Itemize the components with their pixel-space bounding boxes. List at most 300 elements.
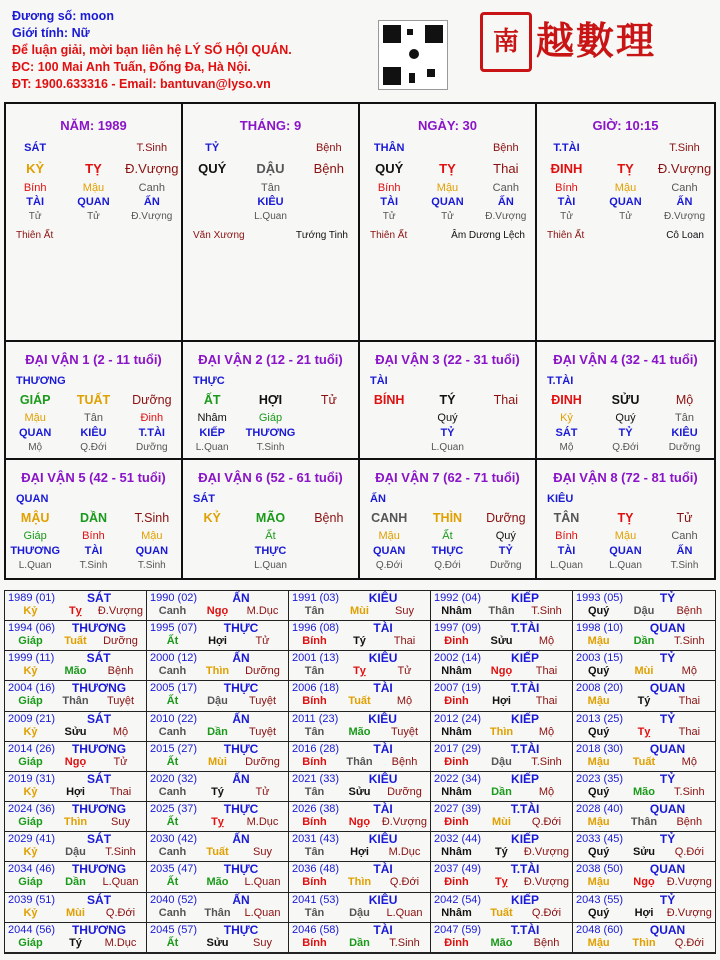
year-stem: Tân xyxy=(304,785,325,798)
year-stage: Tử xyxy=(397,665,412,678)
year-label: 1993 (05) xyxy=(576,592,624,604)
year-branch: Hợi xyxy=(492,695,511,708)
year-label: 2008 (20) xyxy=(576,682,624,695)
year-stem: Đinh xyxy=(444,755,469,768)
brand-logo: 越數理 xyxy=(536,18,657,63)
year-branch: Dần xyxy=(633,635,655,648)
year-stem: Bính xyxy=(302,755,327,768)
year-stage: M.Dục xyxy=(104,936,137,949)
year-cell xyxy=(147,862,289,892)
hidden-god: T.TÀI xyxy=(138,427,165,439)
year-stem: Nhâm xyxy=(441,665,472,678)
year-branch: Thìn xyxy=(489,725,514,738)
year-stem: Giáp xyxy=(18,635,43,648)
year-stage: Đ.Vượng xyxy=(666,876,712,889)
year-ten-god: THỰC xyxy=(223,621,259,636)
hidden-god: ẤN xyxy=(676,196,693,208)
hidden-stem: Bính xyxy=(377,182,401,194)
year-ten-god: THƯƠNG xyxy=(71,681,127,696)
year-stem: Giáp xyxy=(18,876,43,889)
year-cell xyxy=(5,621,147,651)
hidden-god: THƯƠNG xyxy=(10,545,60,557)
year-stem: Quý xyxy=(587,906,610,919)
year-ten-god: T.TÀI xyxy=(510,741,540,756)
year-stage: Bệnh xyxy=(391,755,418,768)
year-ten-god: THỰC xyxy=(223,681,259,696)
year-ten-god: QUAN xyxy=(649,862,686,877)
star: Cô Loan xyxy=(666,230,704,241)
year-label: 2018 (30) xyxy=(576,742,624,755)
year-cell xyxy=(5,712,147,742)
year-stage: Mộ xyxy=(538,635,555,648)
hidden-god: TỶ xyxy=(498,545,513,557)
year-stage: Mộ xyxy=(681,755,697,768)
year-cell xyxy=(147,772,289,802)
year-ten-god: SÁT xyxy=(87,591,112,605)
year-cell xyxy=(289,681,431,711)
year-branch: Tỵ xyxy=(68,605,82,617)
dai-van-3 xyxy=(360,342,537,460)
stage: Thai xyxy=(493,160,519,176)
seal-logo-icon: 南 xyxy=(480,12,532,72)
year-ten-god: THƯƠNG xyxy=(71,922,127,937)
stage: Bệnh xyxy=(492,142,519,154)
year-branch: Tý xyxy=(69,936,82,949)
year-stage: T.Sinh xyxy=(531,605,562,617)
year-branch: Tỵ xyxy=(211,816,224,829)
year-branch: Ngọ xyxy=(633,876,655,889)
year-cell xyxy=(147,621,289,651)
year-cell xyxy=(5,591,147,621)
year-cell xyxy=(5,923,147,953)
year-ten-god: T.TÀI xyxy=(510,922,540,937)
year-stage: Bệnh xyxy=(107,665,134,678)
year-branch: Tỵ xyxy=(494,876,508,889)
pillar-2 xyxy=(360,104,537,340)
ten-god: KIÊU xyxy=(547,493,574,505)
stage: T.Sinh xyxy=(670,559,699,571)
year-label: 2015 (27) xyxy=(150,742,198,755)
year-ten-god: KIẾP xyxy=(511,651,540,666)
stage: L.Quan xyxy=(609,559,642,571)
year-stem: Canh xyxy=(158,906,187,919)
year-stem: Kỷ xyxy=(23,725,38,738)
stage: Tử xyxy=(87,210,100,222)
year-branch: Ngọ xyxy=(490,665,513,678)
hidden-stem: Tân xyxy=(261,182,280,194)
year-stem: Kỷ xyxy=(23,906,38,919)
year-stem: Quý xyxy=(587,665,610,678)
year-label: 2032 (44) xyxy=(434,833,482,846)
stage: Thai xyxy=(493,393,518,407)
year-stage: Tử xyxy=(255,785,270,798)
year-label: 2036 (48) xyxy=(292,863,340,876)
year-stage: Đ.Vượng xyxy=(523,876,569,889)
year-ten-god: TỶ xyxy=(659,651,676,666)
year-cell xyxy=(289,862,431,892)
year-stage: Suy xyxy=(395,605,414,617)
year-ten-god: TÀI xyxy=(373,621,393,636)
year-stage: Q.Đới xyxy=(531,816,562,829)
stage: Tử xyxy=(560,210,573,222)
hidden-stem: Mậu xyxy=(614,530,637,542)
year-stage: Suy xyxy=(253,936,272,949)
year-label: 2022 (34) xyxy=(434,772,482,785)
year-branch: Ngọ xyxy=(64,755,87,768)
year-cell xyxy=(573,621,715,651)
branch: THÌN xyxy=(432,511,463,525)
year-branch: Mão xyxy=(632,785,655,798)
year-label: 1996 (08) xyxy=(292,622,340,635)
year-stem: Giáp xyxy=(18,755,43,768)
year-label: 1994 (06) xyxy=(8,622,56,635)
year-stage: T.Sinh xyxy=(105,846,136,859)
stage: T.Sinh xyxy=(136,142,168,154)
hidden-god: THƯƠNG xyxy=(245,427,296,439)
year-branch: Thân xyxy=(630,816,658,829)
hidden-stem: Tân xyxy=(84,412,103,424)
year-stage: M.Dục xyxy=(246,605,279,617)
year-label: 2017 (29) xyxy=(434,742,482,755)
year-label: 1999 (11) xyxy=(8,652,55,665)
year-label: 2046 (58) xyxy=(292,923,340,936)
stage: Tử xyxy=(320,393,337,407)
year-stem: Canh xyxy=(158,605,187,617)
dai-van-5 xyxy=(6,460,183,578)
year-ten-god: QUAN xyxy=(649,741,686,756)
year-label: 2019 (31) xyxy=(8,772,56,785)
year-stem: Giáp xyxy=(18,695,43,708)
year-ten-god: THỰC xyxy=(223,862,259,877)
year-stem: Tân xyxy=(304,906,325,919)
year-label: 2009 (21) xyxy=(8,712,56,725)
year-ten-god: THƯƠNG xyxy=(71,621,127,636)
year-label: 2027 (39) xyxy=(434,803,482,816)
year-ten-god: QUAN xyxy=(649,621,686,636)
year-ten-god: KIẾP xyxy=(511,892,540,907)
year-cell xyxy=(147,802,289,832)
year-branch: Dần xyxy=(207,725,228,738)
year-branch: Dậu xyxy=(349,906,370,919)
hidden-god: KIÊU xyxy=(80,427,107,439)
year-ten-god: QUAN xyxy=(649,922,686,937)
hidden-god: TÀI xyxy=(26,196,45,208)
year-stem: Kỷ xyxy=(23,846,38,859)
year-stem: Tân xyxy=(304,725,325,738)
year-stage: Thai xyxy=(535,665,558,678)
year-label: 2041 (53) xyxy=(292,893,340,906)
year-ten-god: TỶ xyxy=(659,771,676,786)
ten-god: T.TÀI xyxy=(547,375,574,387)
year-cell xyxy=(147,742,289,772)
year-label: 2035 (47) xyxy=(150,863,198,876)
hidden-god: KIÊU xyxy=(257,196,284,208)
year-branch: Sửu xyxy=(348,785,371,798)
year-stem: Canh xyxy=(158,725,187,738)
year-cell xyxy=(431,802,573,832)
year-cell xyxy=(573,832,715,862)
stage: Dưỡng xyxy=(490,559,522,571)
year-cell xyxy=(5,862,147,892)
year-cell xyxy=(431,923,573,953)
year-ten-god: QUAN xyxy=(649,681,686,696)
year-branch: Tuất xyxy=(490,906,513,919)
year-label: 2014 (26) xyxy=(8,742,56,755)
hidden-stem: Canh xyxy=(671,182,698,194)
gender: Giới tính: Nữ xyxy=(12,26,90,40)
branch: TỴ xyxy=(617,511,634,525)
dai-van-7 xyxy=(360,460,537,578)
year-label: 2000 (12) xyxy=(150,652,198,665)
qr-code-icon xyxy=(378,20,448,90)
year-stem: Ất xyxy=(166,695,179,708)
year-branch: Thìn xyxy=(63,816,88,829)
branch: MÃO xyxy=(255,511,286,525)
ten-god: THỰC xyxy=(193,375,225,387)
year-stage: Đ.Vượng xyxy=(666,906,712,919)
hidden-stem: Mậu xyxy=(436,182,459,194)
dai-van-title: ĐẠI VẬN 6 (52 - 61 tuổi) xyxy=(198,470,343,485)
stem: ĐINH xyxy=(551,393,582,407)
year-stage: Mộ xyxy=(681,665,697,678)
year-cell xyxy=(289,802,431,832)
stage: Tử xyxy=(382,210,396,222)
year-cell xyxy=(573,923,715,953)
year-cell xyxy=(289,893,431,923)
year-branch: Tý xyxy=(353,635,366,648)
dai-van-title: ĐẠI VẬN 7 (62 - 71 tuổi) xyxy=(375,470,520,485)
year-branch: Mão xyxy=(206,876,229,889)
year-cell xyxy=(431,742,573,772)
year-stage: Dưỡng xyxy=(245,755,280,768)
header-info xyxy=(12,8,292,93)
year-stage: Q.Đới xyxy=(389,876,420,889)
ten-god: SÁT xyxy=(24,142,47,154)
year-stem: Kỷ xyxy=(23,665,38,678)
year-ten-god: QUAN xyxy=(649,802,686,817)
year-cell xyxy=(431,712,573,742)
hidden-stem: Mậu xyxy=(24,412,46,424)
year-cell xyxy=(431,862,573,892)
owner-name: Đương số: moon xyxy=(12,9,114,23)
hidden-stem: Canh xyxy=(671,530,698,542)
pillar-3 xyxy=(537,104,714,340)
year-stem: Ất xyxy=(166,936,179,949)
year-ten-god: SÁT xyxy=(87,771,112,786)
year-stem: Canh xyxy=(158,665,187,678)
year-label: 2039 (51) xyxy=(8,893,56,906)
year-label: 2001 (13) xyxy=(292,652,340,665)
year-stage: Suy xyxy=(253,846,272,859)
year-ten-god: THƯƠNG xyxy=(71,862,127,877)
year-label: 1989 (01) xyxy=(8,592,56,604)
year-ten-god: TÀI xyxy=(373,922,393,937)
star: Tướng Tinh xyxy=(295,230,348,241)
year-label: 2024 (36) xyxy=(8,803,56,816)
year-branch: Thìn xyxy=(347,876,372,889)
year-cell xyxy=(147,832,289,862)
year-branch: Hợi xyxy=(350,846,369,859)
contact-line: Để luận giải, mời bạn liên hệ LÝ SỐ HỘI QUÁN. xyxy=(12,43,292,57)
year-label: 2013 (25) xyxy=(576,712,624,725)
year-cell xyxy=(289,712,431,742)
hidden-stem: Kỷ xyxy=(560,412,573,424)
hidden-stem: Ất xyxy=(265,530,276,542)
year-stage: L.Quan xyxy=(102,876,139,889)
hidden-god: TÀI xyxy=(557,545,576,557)
hidden-god: ẤN xyxy=(497,196,514,208)
year-branch: Thân xyxy=(204,906,231,919)
stage: Dưỡng xyxy=(136,441,168,453)
branch: TÝ xyxy=(439,393,456,407)
hidden-stem: Bính xyxy=(555,182,578,194)
stem: BÍNH xyxy=(373,393,405,407)
hidden-stem: Mậu xyxy=(378,530,400,542)
year-label: 2012 (24) xyxy=(434,712,482,725)
year-label: 2020 (32) xyxy=(150,772,198,785)
year-stage: T.Sinh xyxy=(389,936,420,949)
dai-van-4 xyxy=(537,342,714,460)
year-stem: Quý xyxy=(587,605,610,617)
year-stem: Giáp xyxy=(18,936,43,949)
year-stage: Tuyệt xyxy=(390,725,419,738)
year-label: 2004 (16) xyxy=(8,682,56,695)
year-stage: L.Quan xyxy=(244,876,281,889)
pillar-title: NĂM: 1989 xyxy=(60,118,127,133)
year-stage: T.Sinh xyxy=(531,755,562,768)
year-stem: Bính xyxy=(302,635,327,648)
year-stage: Q.Đới xyxy=(674,936,704,949)
stage: L.Quan xyxy=(195,441,229,453)
year-cell xyxy=(431,651,573,681)
year-ten-god: KIÊU xyxy=(368,591,398,605)
year-stage: L.Quan xyxy=(244,906,281,919)
year-cell xyxy=(147,712,289,742)
year-label: 1998 (10) xyxy=(576,622,624,635)
hidden-stem: Mậu xyxy=(614,182,637,194)
year-stem: Canh xyxy=(158,846,187,859)
hidden-god: THỰC xyxy=(431,545,464,557)
year-branch: Ngọ xyxy=(206,605,229,617)
year-stem: Giáp xyxy=(18,816,43,829)
year-stem: Nhâm xyxy=(441,906,472,919)
year-cell xyxy=(573,742,715,772)
address-line: ĐC: 100 Mai Anh Tuấn, Đống Đa, Hà Nội. xyxy=(12,60,251,74)
year-ten-god: THỰC xyxy=(223,802,259,817)
year-label: 2030 (42) xyxy=(150,833,198,846)
hidden-god: QUAN xyxy=(372,545,406,557)
year-label: 2025 (37) xyxy=(150,803,198,816)
year-stem: Bính xyxy=(302,876,327,889)
ten-god: THƯƠNG xyxy=(16,375,66,387)
stage: T.Sinh xyxy=(134,511,170,525)
year-label: 1990 (02) xyxy=(150,592,198,604)
year-branch: Thìn xyxy=(632,936,656,949)
year-label: 2037 (49) xyxy=(434,863,482,876)
hidden-stem: Tân xyxy=(675,412,694,424)
year-label: 2042 (54) xyxy=(434,893,482,906)
year-stage: Q.Đới xyxy=(531,906,562,919)
year-stem: Nhâm xyxy=(441,785,472,798)
stem: KỶ xyxy=(203,511,221,525)
year-label: 2011 (23) xyxy=(292,712,339,725)
hidden-god: KIẾP xyxy=(199,427,225,439)
stem: ẤT xyxy=(203,393,221,407)
year-stem: Quý xyxy=(587,725,610,738)
year-stage: Mộ xyxy=(538,725,555,738)
yearly-grid xyxy=(4,590,716,954)
year-cell xyxy=(147,893,289,923)
stage: L.Quan xyxy=(254,210,287,222)
year-ten-god: KIẾP xyxy=(511,832,540,847)
hidden-god: TÀI xyxy=(84,545,103,557)
hidden-god: TÀI xyxy=(557,196,576,208)
year-ten-god: KIÊU xyxy=(368,892,398,907)
year-cell xyxy=(431,591,573,621)
dai-van-title: ĐẠI VẬN 3 (22 - 31 tuổi) xyxy=(375,352,520,367)
year-stem: Mậu xyxy=(587,635,610,648)
hidden-god: ẤN xyxy=(676,545,693,557)
year-stage: Mộ xyxy=(538,785,555,798)
year-cell xyxy=(431,893,573,923)
year-branch: Thân xyxy=(488,605,515,617)
year-branch: Tý xyxy=(637,695,651,708)
stage: Q.Đới xyxy=(375,559,403,571)
year-label: 2007 (19) xyxy=(434,682,482,695)
year-branch: Mão xyxy=(64,665,87,678)
year-stem: Bính xyxy=(302,936,327,949)
year-stage: T.Sinh xyxy=(674,635,705,648)
ten-god: THÂN xyxy=(373,142,405,154)
year-branch: Mão xyxy=(348,725,371,738)
year-stage: Thai xyxy=(678,695,701,708)
year-cell xyxy=(573,772,715,802)
year-branch: Hợi xyxy=(634,906,654,919)
year-stage: Tuyệt xyxy=(248,695,277,708)
year-branch: Mùi xyxy=(66,906,85,919)
year-label: 2044 (56) xyxy=(8,923,56,936)
year-stem: Mậu xyxy=(587,695,610,708)
year-label: 2038 (50) xyxy=(576,863,624,876)
stage: Dưỡng xyxy=(668,441,701,453)
hidden-stem: Đinh xyxy=(140,412,164,424)
year-ten-god: SÁT xyxy=(87,711,112,726)
stem: QUÝ xyxy=(198,160,227,176)
hidden-god: SÁT xyxy=(555,427,578,439)
year-branch: Tuất xyxy=(632,755,656,768)
year-ten-god: THƯƠNG xyxy=(71,802,127,817)
pillar-title: NGÀY: 30 xyxy=(418,118,477,133)
year-branch: Sửu xyxy=(490,635,513,648)
year-stage: Đ.Vượng xyxy=(523,846,569,859)
year-stage: Tuyệt xyxy=(106,695,135,708)
pillar-title: GIỜ: 10:15 xyxy=(592,118,659,133)
year-stem: Mậu xyxy=(587,755,610,768)
stem: QUÝ xyxy=(375,160,404,176)
year-cell xyxy=(5,893,147,923)
year-ten-god: ẤN xyxy=(232,892,250,907)
stage: Mộ xyxy=(28,441,43,453)
year-ten-god: KIÊU xyxy=(368,651,398,666)
stage: Mộ xyxy=(675,393,694,407)
stage: Đ.Vượng xyxy=(485,210,527,222)
stage: Q.Đới xyxy=(434,559,461,571)
stage: Dưỡng xyxy=(132,393,172,407)
year-stem: Kỷ xyxy=(23,785,38,798)
year-cell xyxy=(5,832,147,862)
stem: CANH xyxy=(371,511,408,525)
hidden-god: QUAN xyxy=(135,545,169,557)
